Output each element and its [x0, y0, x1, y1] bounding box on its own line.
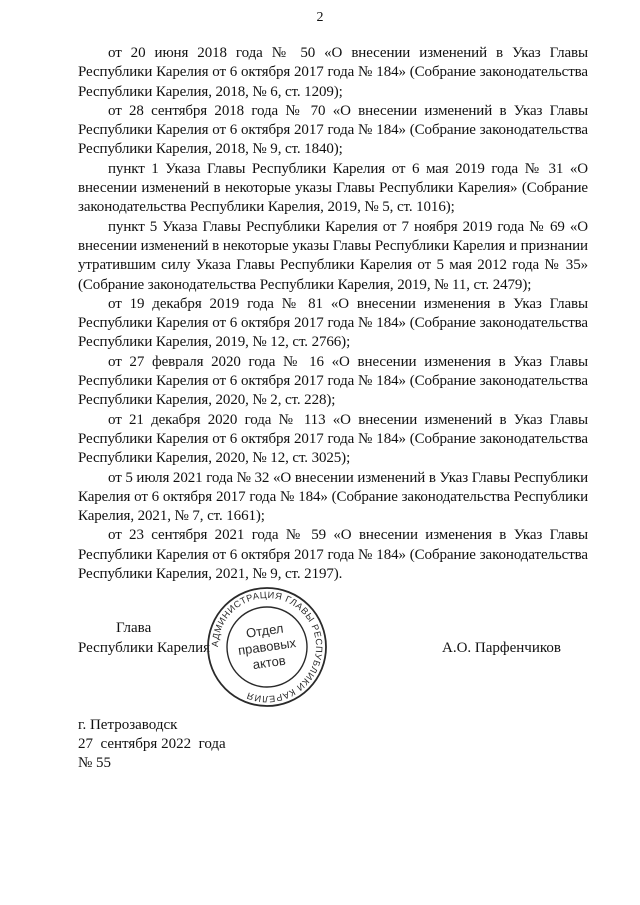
list-item: от 20 июня 2018 года № 50 «О внесении изменений в Указ Главы Республики Карелия от 6 октября 2017 года № 184» (Собрание законодательства Республики Карелия, 2018, № 6, ст. 1209); [78, 45, 588, 100]
signature-block [78, 620, 598, 680]
document-footer [78, 716, 226, 773]
stamp-center-line1: Отдел [245, 620, 285, 641]
list-item: от 28 сентября 2018 года № 70 «О внесении изменений в Указ Главы Республики Карелия от 6 октября 2017 года № 184» (Собрание законодательства Республики Карелия, 2018, № 9, ст. 1840); [78, 102, 588, 158]
stamp-center-line3: актов [251, 652, 287, 673]
date-line: 27 сентября 2022 года [78, 736, 226, 752]
list-item: от 27 февраля 2020 года № 16 «О внесении изменения в Указ Главы Республики Карелия от 6 октября 2017 года № 184» (Собрание законодательства Республики Карелия, 2020, № 2, ст. 228); [78, 353, 588, 409]
signer-title-line1: Глава [116, 620, 152, 636]
document-body [78, 44, 588, 584]
stamp-center-line2: правовых [237, 635, 297, 658]
list-item: от 21 декабря 2020 года № 113 «О внесении изменений в Указ Главы Республики Карелия от 6 октября 2017 года № 184» (Собрание законодательства Республики Карелия, 2020, № 12, ст. 3025); [78, 411, 588, 467]
signer-title-line2: Республики Карелия [78, 640, 211, 656]
stamp-ring-text: АДМИНИСТРАЦИЯ ГЛАВЫ РЕСПУБЛИКИ КАРЕЛИЯ [209, 589, 325, 705]
page-number: 2 [316, 10, 324, 25]
city-line: г. Петрозаводск [78, 717, 178, 733]
list-item: от 23 сентября 2021 года № 59 «О внесении изменения в Указ Главы Республики Карелия от 6 октября 2017 года № 184» (Собрание законодательства Республики Карелия, 2021, № 9, ст. 2197). [78, 527, 588, 583]
list-item: от 5 июля 2021 года № 32 «О внесении изменений в Указ Главы Республики Карелия от 6 октября 2017 года № 184» (Собрание законодательства Республики Карелия, 2021, № 7, ст. 1661); [78, 469, 588, 525]
document-number: № 55 [78, 755, 112, 771]
list-item: пункт 5 Указа Главы Республики Карелия от 7 ноября 2019 года № 69 «О внесении изменений в некоторые указы Главы Республики Карелия и признании утратившим силу Указа Главы Республики Карелия от 5 мая 2012 года № 35» (Собрание законодательства Республики Карелия, 2019, № 11, ст. 2479); [78, 218, 588, 293]
list-item: пункт 1 Указа Главы Республики Карелия от 6 мая 2019 года № 31 «О внесении изменений в некоторые указы Главы Республики Карелия» (Собрание законодательства Республики Карелия, 2019, № 5, ст. 1016); [78, 160, 588, 216]
official-stamp [205, 585, 329, 709]
signer-name: А.О. Парфенчиков [442, 640, 561, 656]
list-item: от 19 декабря 2019 года № 81 «О внесении изменения в Указ Главы Республики Карелия от 6 октября 2017 года № 184» (Собрание законодательства Республики Карелия, 2019, № 12, ст. 2766); [78, 295, 588, 351]
